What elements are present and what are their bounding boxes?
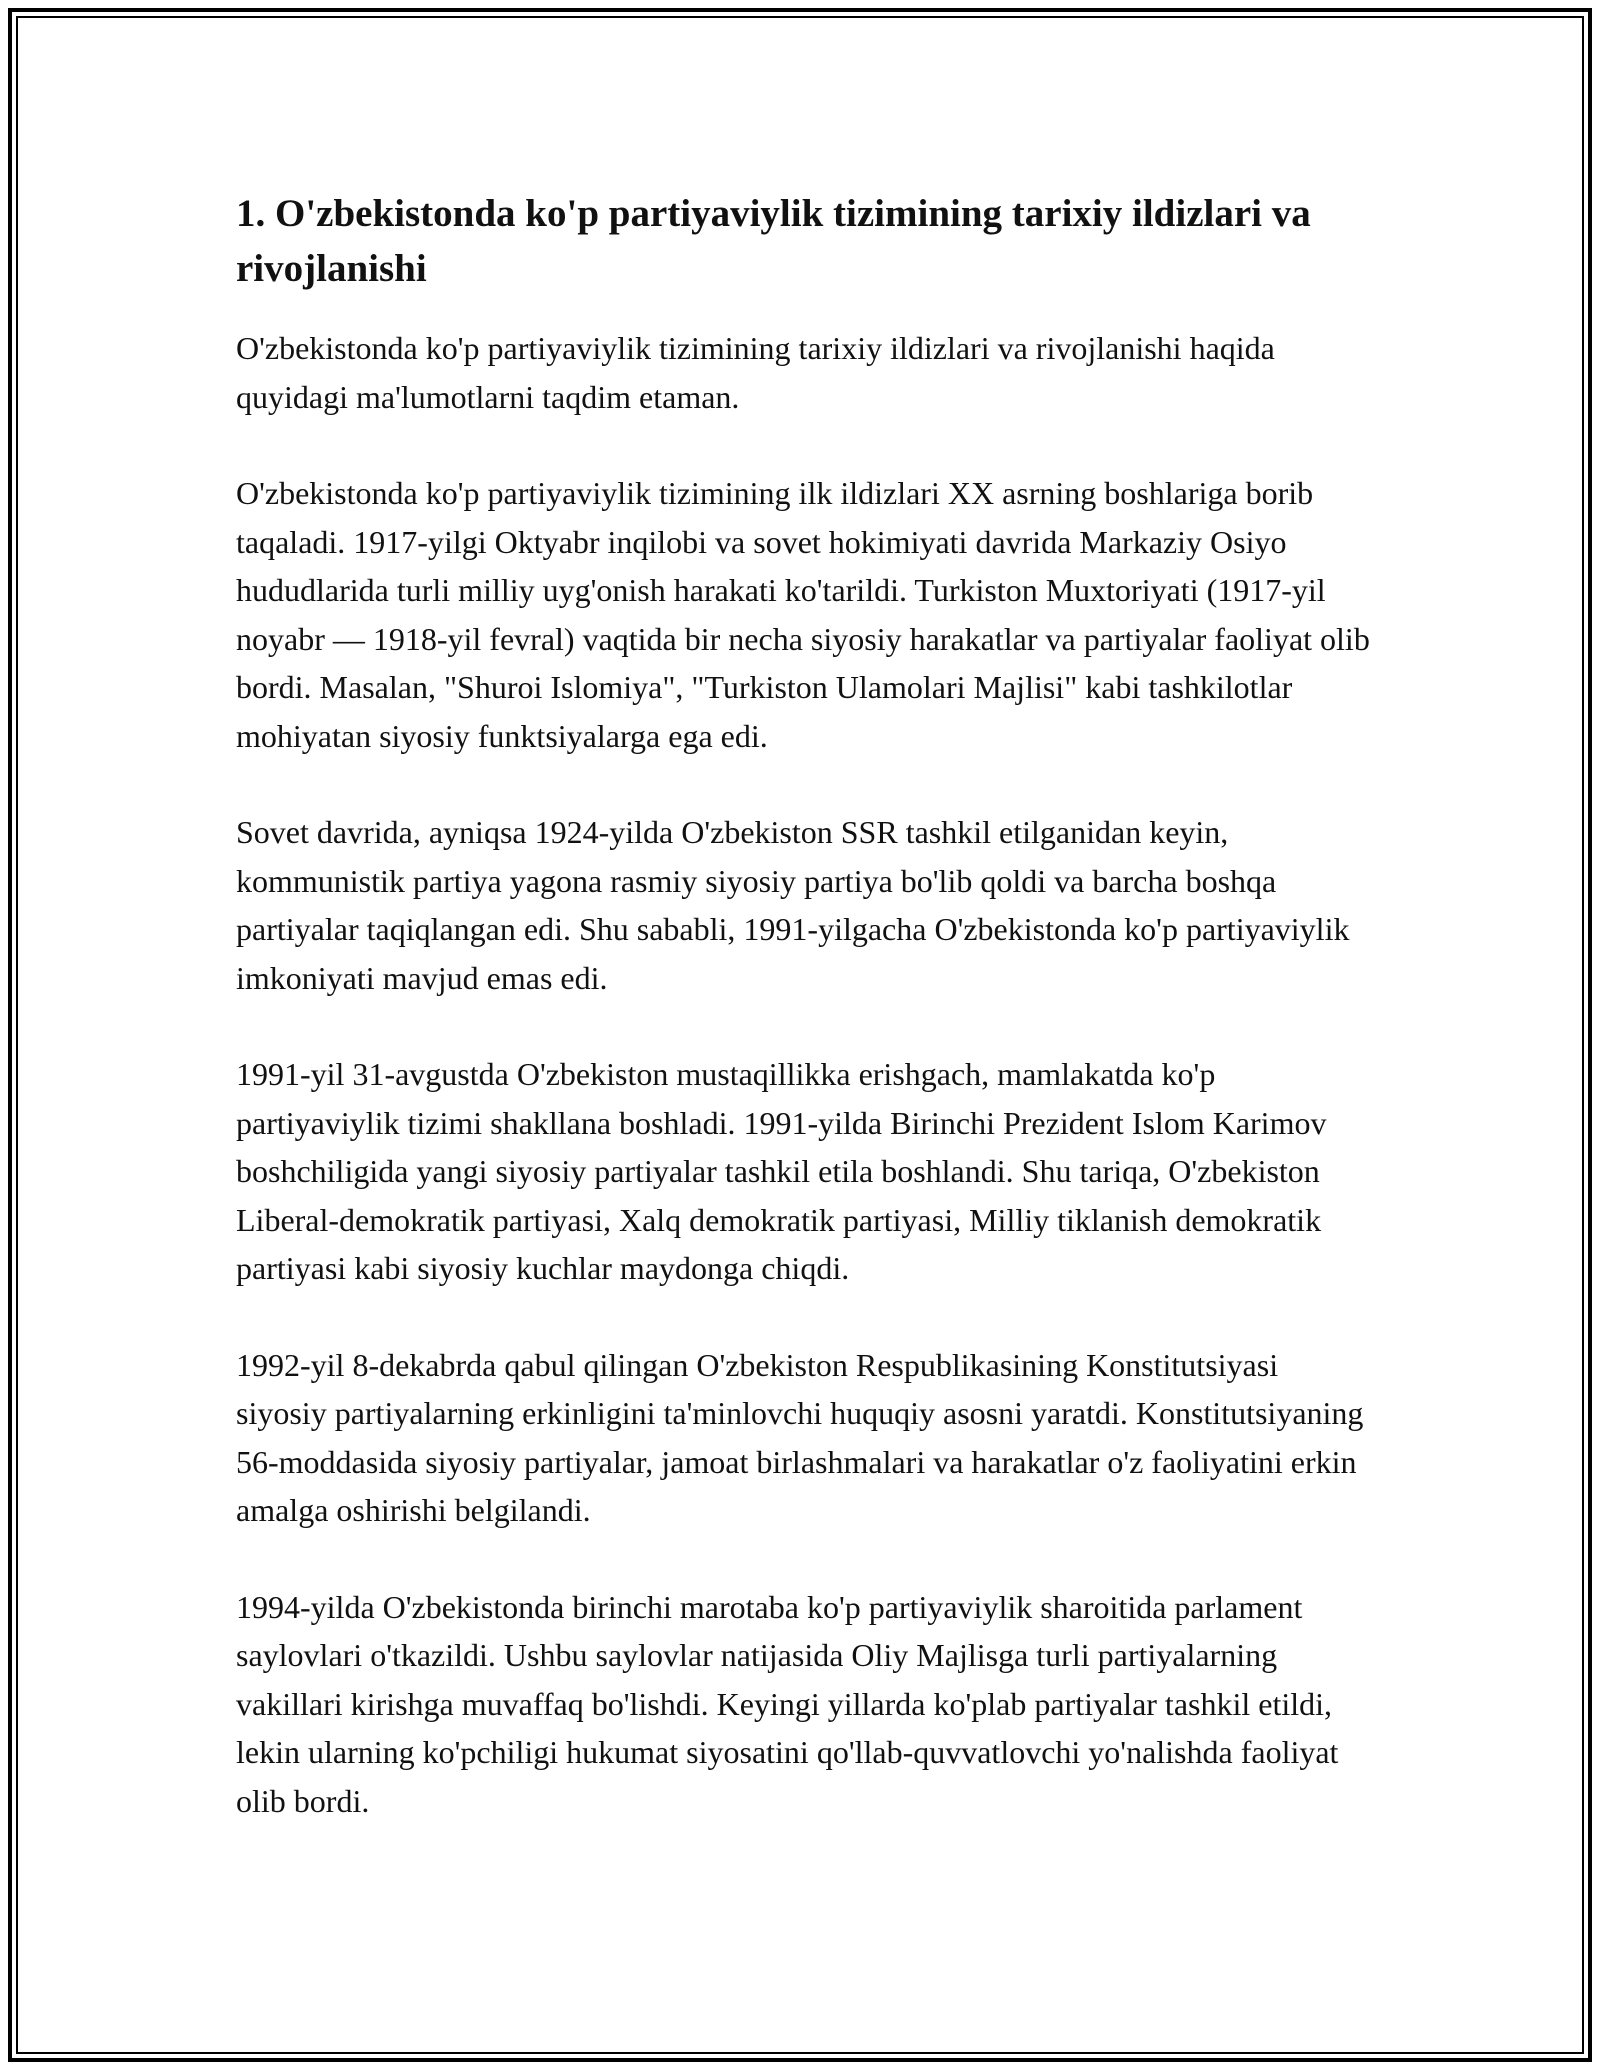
paragraph-elections-1994: 1994-yilda O'zbekistonda birinchi marotaba ko'p partiyaviylik sharoitida parlament saylovlari o'tkazildi. Ushbu saylovlar natijasida Oliy Majlisga turli partiyalarning vakillari kirishga muvaffaq bo'lishdi. Keyingi yillarda ko'plab partiyalar tashkil etildi, lekin ularning ko'pchiligi hukumat siyosatini qo'llab-quvvatlovchi yo'nalishda faoliyat olib bordi. <box>236 1588 1339 1819</box>
paragraph-soviet-period: Sovet davrida, ayniqsa 1924-yilda O'zbekiston SSR tashkil etilganidan keyin, kommunistik partiya yagona rasmiy siyosiy partiya bo'lib qoldi va barcha boshqa partiyalar taqiqlangan edi. Shu sababli, 1991-yilgacha O'zbekistonda ko'p partiyaviylik imkoniyati mavjud emas edi. <box>236 814 1350 996</box>
document-body <box>236 186 1376 1873</box>
page-title: 1. O'zbekistonda ko'p partiyaviylik tizimining tarixiy ildizlari va rivojlanishi <box>236 192 1311 290</box>
paragraph-independence: 1991-yil 31-avgustda O'zbekiston mustaqillikka erishgach, mamlakatda ko'p partiyaviylik tizimi shakllana boshladi. 1991-yilda Birinchi Prezident Islom Karimov boshchiligida yangi siyosiy partiyalar tashkil etila boshlandi. Shu tariqa, O'zbekiston Liberal-demokratik partiyasi, Xalq demokratik partiyasi, Milliy tiklanish demokratik partiyasi kabi siyosiy kuchlar maydonga chiqdi. <box>236 1056 1327 1286</box>
paragraph-intro: O'zbekistonda ko'p partiyaviylik tizimining tarixiy ildizlari va rivojlanishi haqida quyidagi ma'lumotlarni taqdim etaman. <box>236 330 1275 415</box>
paragraph-early-roots: O'zbekistonda ko'p partiyaviylik tizimining ilk ildizlari XX asrning boshlariga borib taqaladi. 1917-yilgi Oktyabr inqilobi va sovet hokimiyati davrida Markaziy Osiyo hududlarida turli milliy uyg'onish harakati ko'tarildi. Turkiston Muxtoriyati (1917-yil noyabr — 1918-yil fevral) vaqtida bir necha siyosiy harakatlar va partiyalar faoliyat olib bordi. Masalan, "Shuroi Islomiya", "Turkiston Ulamolari Majlisi" kabi tashkilotlar mohiyatan siyosiy funktsiyalarga ega edi. <box>236 475 1370 754</box>
paragraph-constitution: 1992-yil 8-dekabrda qabul qilingan O'zbekiston Respublikasining Konstitutsiyasi siyosiy partiyalarning erkinligini ta'minlovchi huquqiy asosni yaratdi. Konstitutsiyaning 56-moddasida siyosiy partiyalar, jamoat birlashmalari va harakatlar o'z faoliyatini erkin amalga oshirishi belgilandi. <box>236 1346 1364 1528</box>
